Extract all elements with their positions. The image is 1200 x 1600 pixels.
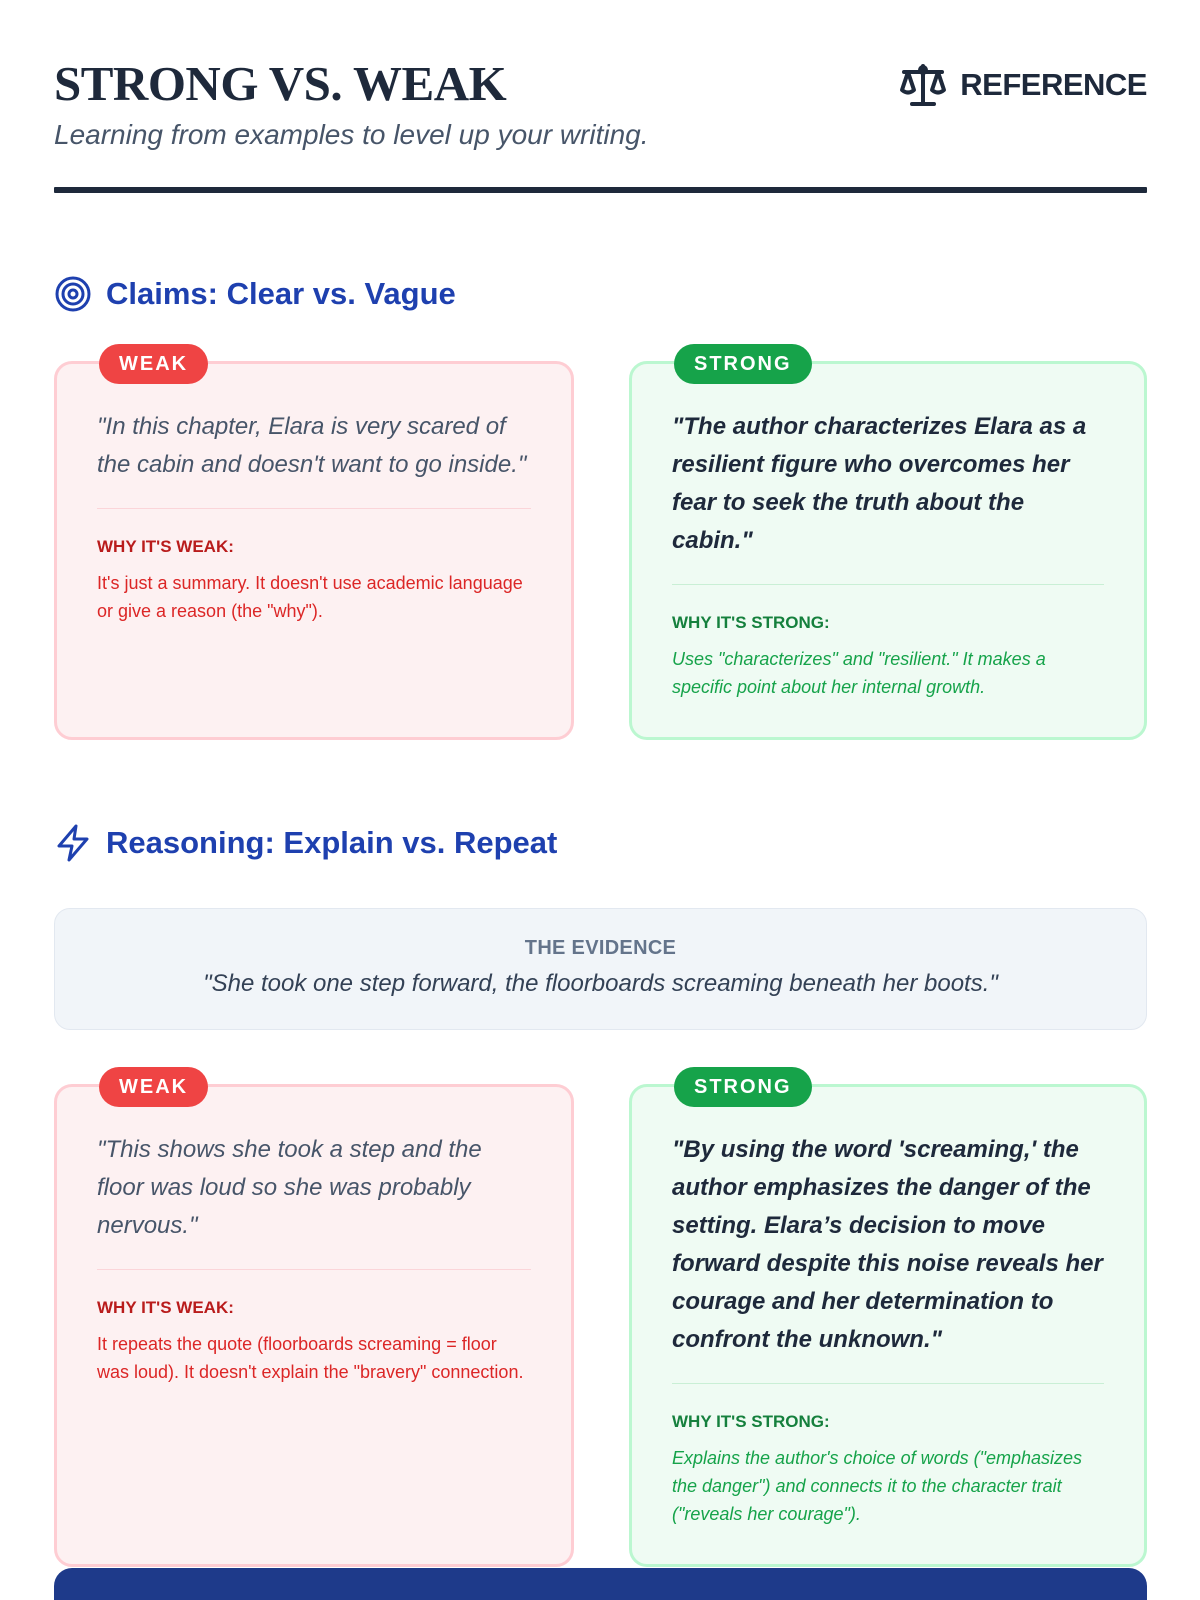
weak-badge: WEAK — [99, 344, 208, 384]
page-header — [54, 56, 1147, 152]
strong-quote: "The author characterizes Elara as a resilient figure who overcomes her fear to seek the truth about the cabin." — [672, 413, 1087, 554]
card-divider — [672, 584, 1104, 585]
card-divider — [97, 1269, 531, 1270]
footer-bar — [54, 1568, 1147, 1600]
strong-badge: STRONG — [674, 1067, 812, 1107]
weak-example-card — [54, 353, 574, 740]
why-weak-text: It's just a summary. It doesn't use academic language or give a reason (the "why"). — [97, 573, 523, 621]
section-claims-heading — [54, 275, 456, 313]
why-weak-text: It repeats the quote (floorboards screaming = floor was loud). It doesn't explain the "bravery" connection. — [97, 1334, 524, 1382]
why-strong-text: Explains the author's choice of words ("emphasizes the danger") and connects it to the character trait ("reveals her courage"). — [672, 1448, 1083, 1524]
reference-tag — [898, 62, 1147, 108]
evidence-box — [54, 908, 1147, 1030]
strong-example-card — [629, 1076, 1147, 1567]
weak-badge: WEAK — [99, 1067, 208, 1107]
lightning-icon — [54, 823, 92, 863]
evidence-label: THE EVIDENCE — [524, 937, 677, 959]
why-strong-label: WHY IT'S STRONG: — [672, 1412, 830, 1431]
evidence-quote: "She took one step forward, the floorboards screaming beneath her boots." — [203, 970, 998, 997]
strong-badge: STRONG — [674, 344, 812, 384]
section-title: Reasoning: Explain vs. Repeat — [106, 825, 558, 860]
card-divider — [672, 1383, 1104, 1384]
strong-quote: "By using the word 'screaming,' the author emphasizes the danger of the setting. Elara’s decision to move forward despite this noise reveals her courage and her determination to confront the unknown." — [672, 1136, 1103, 1353]
weak-quote: "In this chapter, Elara is very scared of the cabin and doesn't want to go inside." — [97, 413, 527, 478]
header-divider — [54, 187, 1147, 193]
why-strong-label: WHY IT'S STRONG: — [672, 613, 830, 632]
card-divider — [97, 508, 531, 509]
page-subtitle: Learning from examples to level up your writing. — [54, 119, 649, 150]
target-icon — [54, 275, 92, 313]
weak-quote: "This shows she took a step and the floor was loud so she was probably nervous." — [97, 1136, 482, 1239]
why-strong-text: Uses "characterizes" and "resilient." It makes a specific point about her internal growth. — [672, 649, 1046, 697]
why-weak-label: WHY IT'S WEAK: — [97, 1298, 234, 1317]
strong-example-card — [629, 353, 1147, 740]
weak-example-card — [54, 1076, 574, 1567]
section-title: Claims: Clear vs. Vague — [106, 276, 456, 311]
section-reasoning-heading — [54, 823, 557, 863]
reference-label: REFERENCE — [960, 67, 1147, 102]
scale-icon — [898, 62, 948, 108]
why-weak-label: WHY IT'S WEAK: — [97, 537, 234, 556]
page-title: STRONG VS. WEAK — [54, 56, 507, 111]
